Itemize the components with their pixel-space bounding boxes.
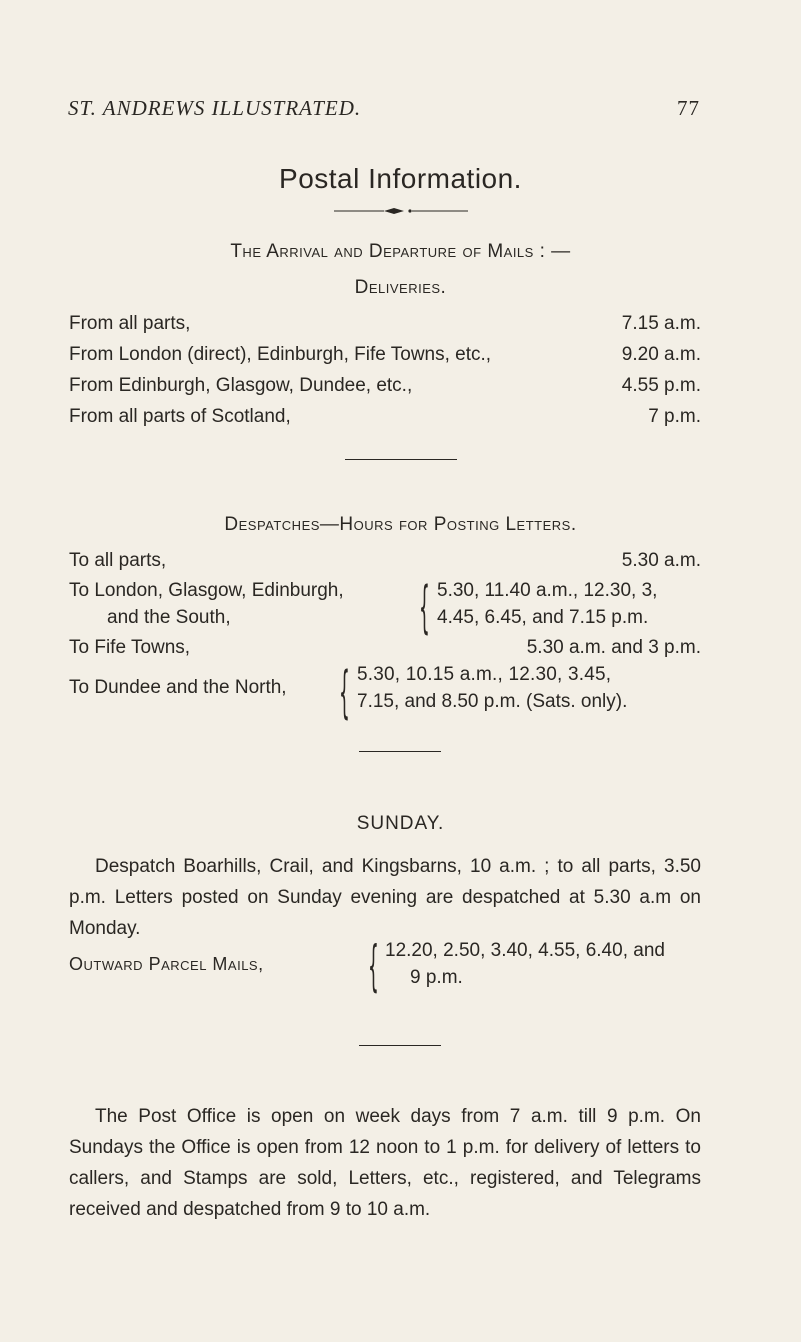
delivery-label: From London (direct), Edinburgh, Fife Towns, etc., bbox=[69, 344, 492, 365]
brace-icon: { bbox=[419, 575, 430, 641]
delivery-time: 4.55 p.m. bbox=[621, 375, 701, 396]
despatch-row-fife bbox=[69, 637, 701, 659]
page-title: Postal Information. bbox=[279, 163, 522, 194]
parcel-times: 12.20, 2.50, 3.40, 4.55, 6.40, and bbox=[385, 940, 665, 961]
delivery-time: 7.15 a.m. bbox=[621, 313, 701, 334]
despatch-label: and the South, bbox=[107, 607, 231, 628]
section-rule bbox=[359, 751, 441, 752]
office-hours-paragraph: The Post Office is open on week days from 7 a.m. till 9 p.m. On Sundays the Office is open from 12 noon to 1 p.m. for delivery of letters to callers, and Stamps are sold, Letters, etc., registered, and Telegrams received and despatched from 9 to 10 a.m. bbox=[69, 1106, 701, 1220]
sunday-heading: SUNDAY. bbox=[356, 813, 445, 834]
section-rule bbox=[359, 1045, 441, 1046]
delivery-label: From all parts, bbox=[69, 313, 191, 334]
delivery-time: 7 p.m. bbox=[648, 406, 701, 427]
ornament-divider bbox=[334, 207, 468, 215]
despatches-heading: Despatches—Hours for Posting Letters. bbox=[224, 514, 577, 535]
delivery-time: 9.20 a.m. bbox=[621, 344, 701, 365]
despatch-time: 4.45, 6.45, and 7.15 p.m. bbox=[437, 607, 649, 628]
despatch-time: 5.30 a.m. and 3 p.m. bbox=[526, 637, 701, 658]
despatch-time: 5.30, 11.40 a.m., 12.30, 3, bbox=[437, 580, 658, 601]
delivery-row bbox=[69, 344, 701, 366]
mails-heading: The Arrival and Departure of Mails : — bbox=[230, 241, 571, 262]
despatch-label: To Dundee and the North, bbox=[69, 677, 287, 698]
delivery-label: From Edinburgh, Glasgow, Dundee, etc., bbox=[69, 375, 413, 396]
despatch-label: To London, Glasgow, Edinburgh, bbox=[69, 580, 344, 601]
delivery-row bbox=[69, 406, 701, 428]
page-number: 77 bbox=[677, 96, 700, 120]
despatch-time: 7.15, and 8.50 p.m. (Sats. only). bbox=[357, 691, 628, 712]
section-rule bbox=[345, 459, 457, 460]
running-head-title: ST. ANDREWS ILLUSTRATED. bbox=[68, 96, 362, 120]
despatch-label: To Fife Towns, bbox=[69, 637, 191, 658]
parcel-label: Outward Parcel Mails, bbox=[69, 954, 264, 974]
delivery-row bbox=[69, 313, 701, 335]
despatch-label: To all parts, bbox=[69, 550, 167, 571]
brace-icon: { bbox=[339, 660, 350, 726]
delivery-label: From all parts of Scotland, bbox=[69, 406, 291, 427]
deliveries-heading: Deliveries. bbox=[354, 277, 447, 298]
parcel-times: 9 p.m. bbox=[410, 967, 463, 988]
despatch-time: 5.30, 10.15 a.m., 12.30, 3.45, bbox=[357, 664, 612, 685]
delivery-row bbox=[69, 375, 701, 397]
despatch-row-all-parts bbox=[69, 550, 701, 572]
despatch-time: 5.30 a.m. bbox=[621, 550, 701, 571]
sunday-paragraph: Despatch Boarhills, Crail, and Kingsbarns, 10 a.m. ; to all parts, 3.50 p.m. Letters posted on Sunday evening are despatched at 5.30 a.m on Monday. bbox=[69, 856, 701, 939]
brace-icon: { bbox=[368, 935, 379, 999]
running-head bbox=[68, 96, 700, 121]
